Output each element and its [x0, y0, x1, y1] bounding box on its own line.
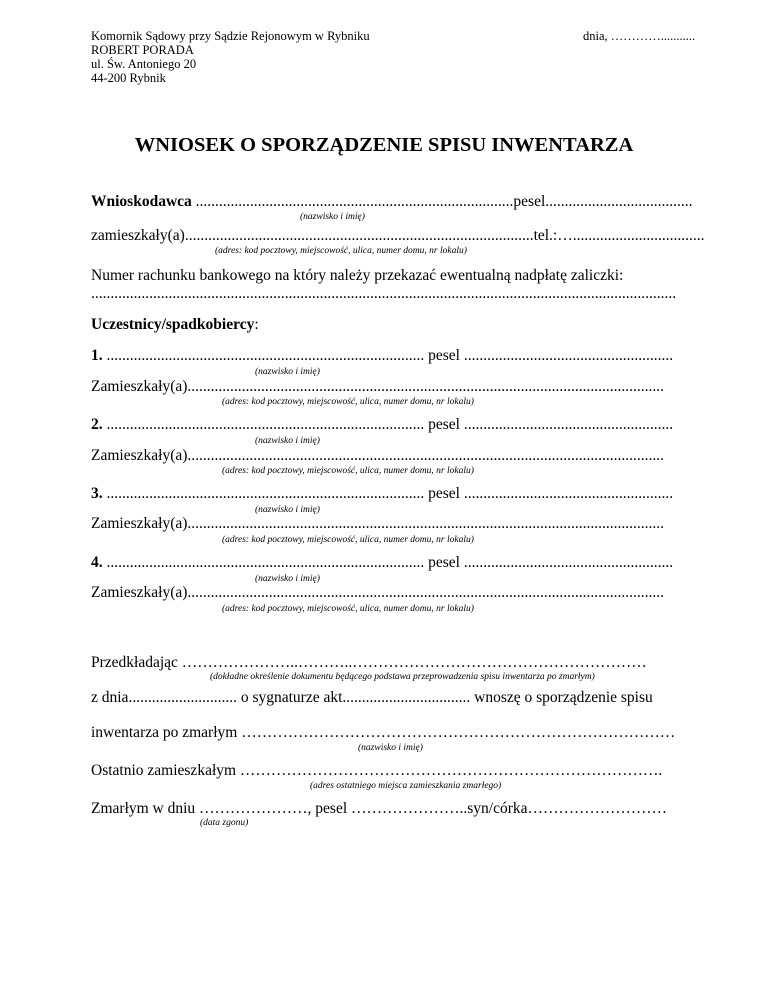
- participant-4-address-hint: (adres: kod pocztowy, miejscowość, ulica, numer domu, nr lokalu): [222, 604, 474, 614]
- inventory-deceased-hint: (nazwisko i imię): [358, 743, 423, 753]
- participants-heading: [91, 316, 259, 334]
- participant-4-pesel-label: pesel: [424, 554, 464, 571]
- participant-2-pesel-field[interactable]: ......................................................: [463, 416, 674, 433]
- participant-4-address-row: [91, 584, 664, 602]
- office-city: 44-200 Rybnik: [91, 71, 166, 85]
- applicant-tel-field[interactable]: …..................................: [557, 227, 705, 244]
- applicant-label: Wnioskodawca: [91, 193, 192, 210]
- death-details-line[interactable]: Zmarłym w dniu …………………, pesel …………………..syn/córka………………………: [91, 800, 668, 817]
- participant-2-number: 2.: [91, 416, 103, 433]
- participant-3-address-field[interactable]: ...........................................................................................................................: [187, 515, 665, 532]
- participant-3-number: 3.: [91, 485, 103, 502]
- office-name: Komornik Sądowy przy Sądzie Rejonowym w Rybniku: [91, 29, 370, 43]
- applicant-row: [91, 193, 693, 211]
- inventory-deceased-line[interactable]: inwentarza po zmarłym …………………………………………………………………………: [91, 724, 676, 741]
- participant-3-address-hint: (adres: kod pocztowy, miejscowość, ulica, numer domu, nr lokalu): [222, 535, 474, 545]
- participant-3-pesel-field[interactable]: ......................................................: [463, 485, 674, 502]
- participant-4-name-hint: (nazwisko i imię): [255, 574, 320, 584]
- applicant-name-hint: (nazwisko i imię): [300, 212, 365, 222]
- participant-4-pesel-field[interactable]: ......................................................: [463, 554, 674, 571]
- document-title: WNIOSEK O SPORZĄDZENIE SPISU INWENTARZA: [134, 134, 634, 156]
- participant-4-name-field[interactable]: ..................................................................................: [102, 554, 425, 571]
- participant-2-row: [91, 416, 673, 434]
- participant-3-address-row: [91, 515, 664, 533]
- bank-account-text: Numer rachunku bankowego na który należy przekazać ewentualną nadpłatę zaliczki:: [91, 267, 624, 284]
- applicant-pesel-field[interactable]: ......................................: [545, 193, 693, 210]
- participant-2-name-field[interactable]: ..................................................................................: [102, 416, 425, 433]
- participant-1-pesel-label: pesel: [424, 347, 464, 364]
- presenting-line[interactable]: Przedkładając …………………..………..…………………………………………………: [91, 654, 647, 671]
- death-date-hint: (data zgonu): [200, 818, 249, 828]
- participant-2-address-label: Zamieszkały(a): [91, 447, 188, 464]
- date-signature-line[interactable]: z dnia............................ o sygnaturze akt................................. wnoszę o sporządzenie spisu: [91, 689, 653, 706]
- applicant-address-hint: (adres: kod pocztowy, miejscowość, ulica, numer domu, nr lokalu): [215, 246, 467, 256]
- participant-1-name-field[interactable]: ..................................................................................: [102, 347, 425, 364]
- participant-2-name-hint: (nazwisko i imię): [255, 436, 320, 446]
- participant-3-row: [91, 485, 673, 503]
- participant-2-address-hint: (adres: kod pocztowy, miejscowość, ulica, numer domu, nr lokalu): [222, 466, 474, 476]
- participant-4-row: [91, 554, 673, 572]
- participant-3-address-label: Zamieszkały(a): [91, 515, 188, 532]
- applicant-address-label: zamieszkały(a): [91, 227, 185, 244]
- participants-heading-colon: :: [254, 316, 259, 333]
- bank-account-field[interactable]: .......................................................................................................................................................: [91, 285, 677, 302]
- date-field[interactable]: dnia, …………...........: [583, 29, 696, 43]
- participant-2-address-field[interactable]: ...........................................................................................................................: [187, 447, 665, 464]
- participant-4-number: 4.: [91, 554, 103, 571]
- participant-4-address-field[interactable]: ...........................................................................................................................: [187, 584, 665, 601]
- participant-3-name-field[interactable]: ..................................................................................: [102, 485, 425, 502]
- participant-3-pesel-label: pesel: [424, 485, 464, 502]
- applicant-address-row: [91, 227, 705, 245]
- applicant-pesel-label: pesel: [513, 193, 546, 210]
- last-address-line[interactable]: Ostatnio zamieszkałym ……………………………………………………………………….: [91, 762, 663, 779]
- bailiff-name: ROBERT PORADA: [91, 43, 194, 57]
- applicant-tel-label: tel.:: [533, 227, 558, 244]
- participant-2-address-row: [91, 447, 664, 465]
- office-street: ul. Św. Antoniego 20: [91, 57, 197, 71]
- last-address-hint: (adres ostatniego miejsca zamieszkania zmarłego): [310, 781, 502, 791]
- participant-1-pesel-field[interactable]: ......................................................: [463, 347, 674, 364]
- participant-1-name-hint: (nazwisko i imię): [255, 367, 320, 377]
- applicant-address-field[interactable]: ..........................................................................................: [184, 227, 534, 244]
- applicant-name-field[interactable]: ..................................................................................: [191, 193, 514, 210]
- participant-1-number: 1.: [91, 347, 103, 364]
- participant-1-address-row: [91, 378, 664, 396]
- participant-1-address-hint: (adres: kod pocztowy, miejscowość, ulica, numer domu, nr lokalu): [222, 397, 474, 407]
- participant-3-name-hint: (nazwisko i imię): [255, 505, 320, 515]
- participant-1-address-field[interactable]: ...........................................................................................................................: [187, 378, 665, 395]
- participants-heading-label: Uczestnicy/spadkobiercy: [91, 316, 255, 333]
- participant-1-row: [91, 347, 673, 365]
- presenting-hint: (dokładne określenie dokumentu będącego podstawa przeprowadzenia spisu inwentarza po zmarłym): [210, 672, 595, 682]
- participant-1-address-label: Zamieszkały(a): [91, 378, 188, 395]
- participant-2-pesel-label: pesel: [424, 416, 464, 433]
- participant-4-address-label: Zamieszkały(a): [91, 584, 188, 601]
